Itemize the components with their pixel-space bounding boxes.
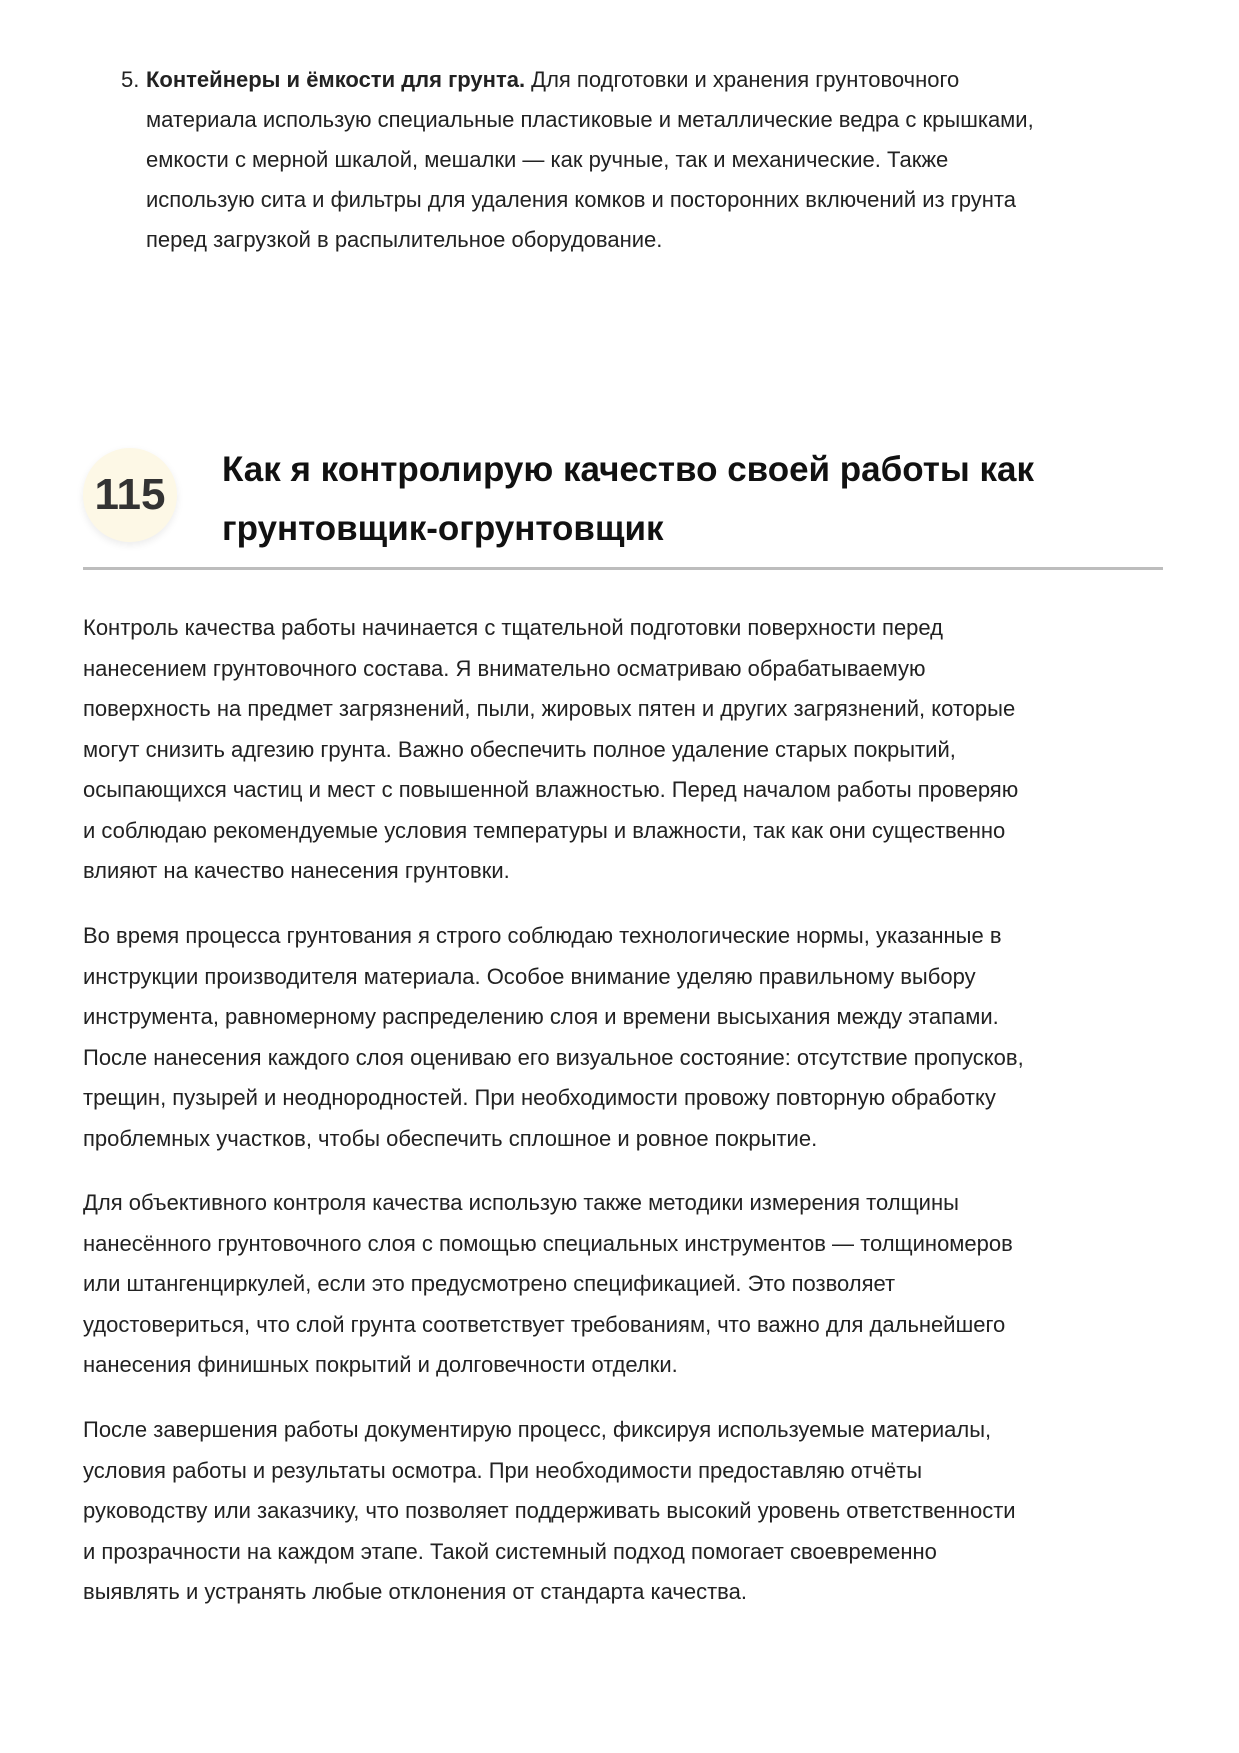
paragraph-2 <box>83 916 1173 1159</box>
para-line: Во время процесса грунтования я строго соблюдаю технологические нормы, указанные в <box>83 923 1002 948</box>
section-heading <box>83 440 1163 570</box>
list-text: Для подготовки и хранения грунтовочного <box>525 67 960 92</box>
section-title <box>222 440 1034 558</box>
para-line: и прозрачности на каждом этапе. Такой системный подход помогает своевременно <box>83 1538 937 1564</box>
para-line: После нанесения каждого слоя оцениваю его визуальное состояние: отсутствие пропусков, <box>83 1044 1024 1070</box>
title-line: Как я контролирую качество своей работы как <box>222 450 1035 489</box>
para-line: осыпающихся частиц и мест с повышенной влажностью. Перед началом работы проверяю <box>83 777 1019 802</box>
para-line: Для объективного контроля качества использую также методики измерения толщины <box>83 1190 959 1215</box>
para-line: нанесения финишных покрытий и долговечности отделки. <box>83 1352 678 1377</box>
list-item-5 <box>121 60 1166 260</box>
para-line: Контроль качества работы начинается с тщательной подготовки поверхности перед <box>83 615 943 640</box>
para-line: трещин, пузырей и неоднородностей. При необходимости провожу повторную обработку <box>83 1085 996 1110</box>
para-line: инструкции производителя материала. Особое внимание уделяю правильному выбору <box>83 963 976 989</box>
list-line: использую сита и фильтры для удаления комков и посторонних включений из грунта <box>146 187 1016 212</box>
para-line: После завершения работы документирую процесс, фиксируя используемые материалы, <box>83 1417 992 1442</box>
list-line: емкости с мерной шкалой, мешалки — как ручные, так и механические. Также <box>146 147 949 172</box>
paragraph-3 <box>83 1183 1173 1386</box>
para-line: проблемных участков, чтобы обеспечить сплошное и ровное покрытие. <box>83 1125 818 1151</box>
list-line: перед загрузкой в распылительное оборудование. <box>146 227 663 252</box>
para-line: и соблюдаю рекомендуемые условия температуры и влажности, так как они существенно <box>83 817 1006 843</box>
list-line <box>146 60 1166 100</box>
para-line: могут снизить адгезию грунта. Важно обеспечить полное удаление старых покрытий, <box>83 736 956 762</box>
para-line: влияют на качество нанесения грунтовки. <box>83 858 510 883</box>
para-line: удостовериться, что слой грунта соответствует требованиям, что важно для дальнейшего <box>83 1311 1006 1337</box>
list-number: 5. <box>121 67 140 92</box>
para-line: или штангенциркулей, если это предусмотрено спецификацией. Это позволяет <box>83 1271 896 1296</box>
paragraph-1 <box>83 608 1173 892</box>
title-line: грунтовщик-огрунтовщик <box>222 509 664 548</box>
list-line: материала использую специальные пластиковые и металлические ведра с крышками, <box>146 107 1034 132</box>
para-line: условия работы и результаты осмотра. При необходимости предоставляю отчёты <box>83 1457 923 1483</box>
section-number-badge: 115 <box>83 448 177 542</box>
list-item-bold-title: Контейнеры и ёмкости для грунта. <box>146 67 526 92</box>
para-line: руководству или заказчику, что позволяет поддерживать высокий уровень ответственности <box>83 1498 1016 1523</box>
para-line: выявлять и устранять любые отклонения от стандарта качества. <box>83 1579 747 1604</box>
para-line: инструмента, равномерному распределению слоя и времени высыхания между этапами. <box>83 1004 999 1029</box>
para-line: поверхность на предмет загрязнений, пыли, жировых пятен и других загрязнений, которые <box>83 696 1016 721</box>
para-line: нанесённого грунтовочного слоя с помощью специальных инструментов — толщиномеров <box>83 1230 1013 1256</box>
para-line: нанесением грунтовочного состава. Я внимательно осматриваю обрабатываемую <box>83 655 926 681</box>
paragraph-4 <box>83 1410 1173 1613</box>
